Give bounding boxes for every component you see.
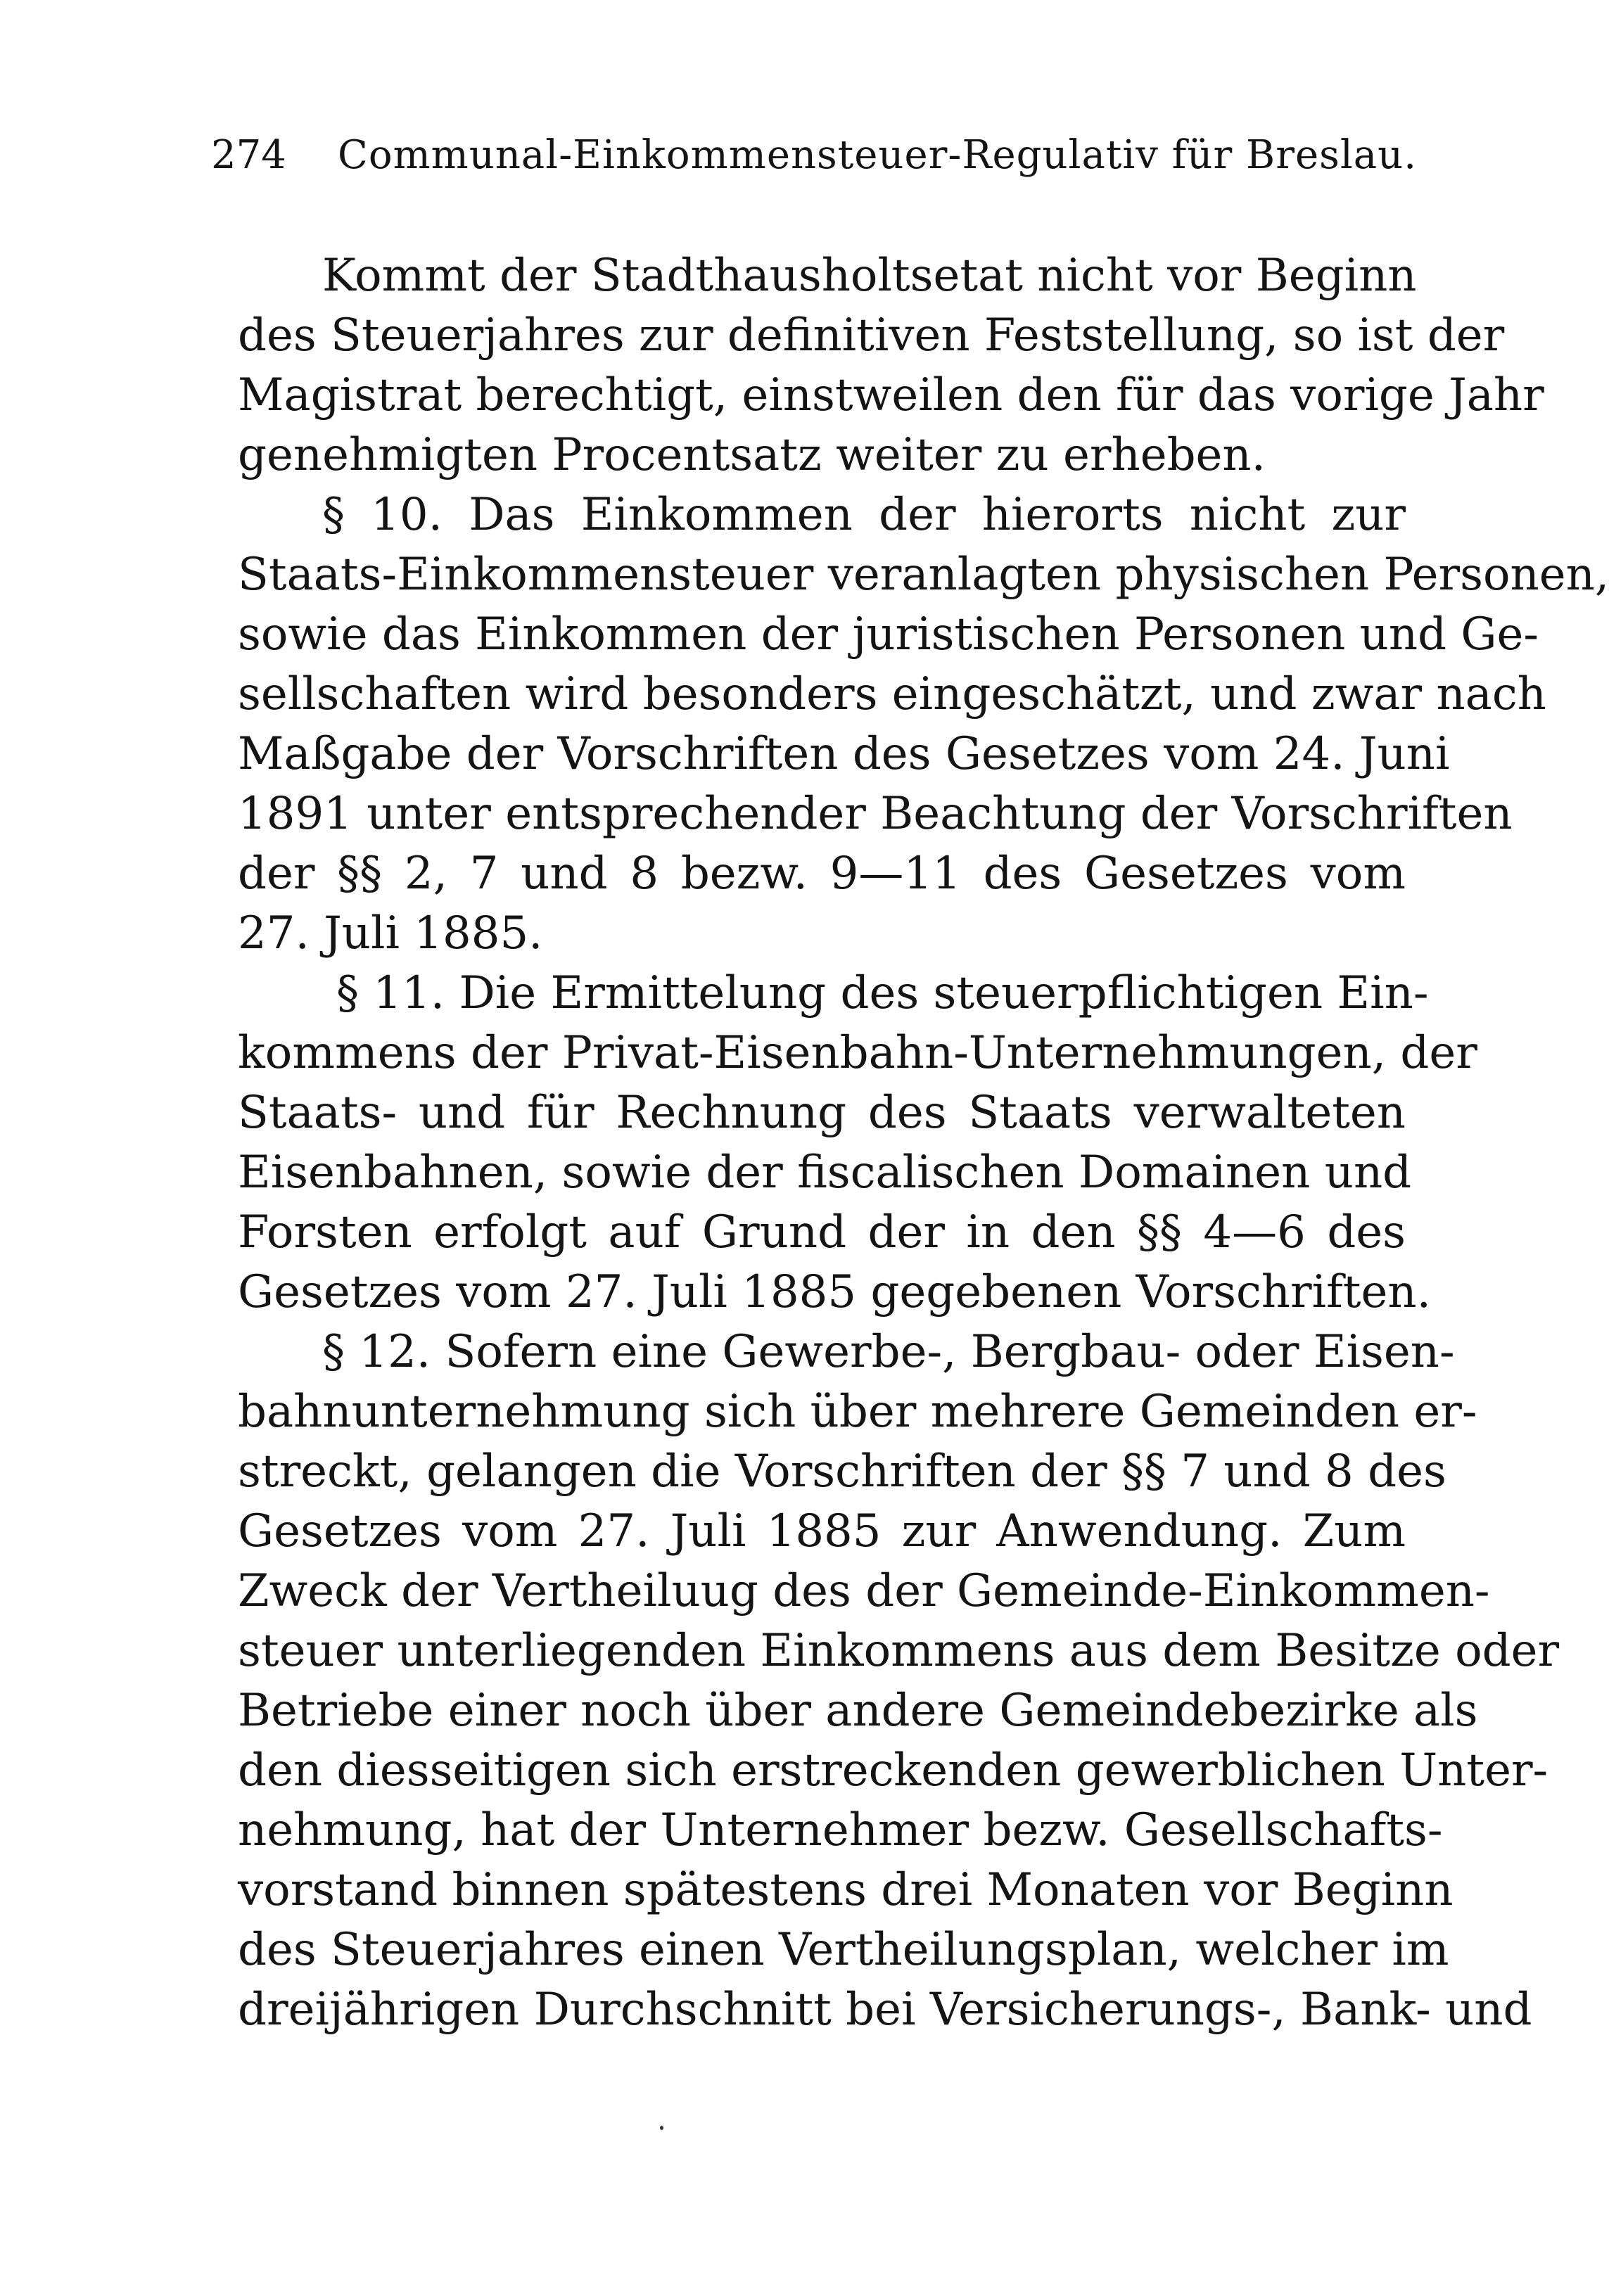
text-line: Staats-Einkommensteuer veranlagten physischen Personen, xyxy=(238,549,1609,601)
text-line: steuer unterliegenden Einkommens aus dem Besitze oder xyxy=(238,1625,1560,1677)
text-line: sowie das Einkommen der juristischen Personen und Ge- xyxy=(238,608,1539,661)
ink-speck xyxy=(660,2126,663,2130)
text-line: Gesetzes vom 27. Juli 1885 zur Anwendung. Zum xyxy=(238,1505,1406,1557)
text-line: Magistrat berechtigt, einstweilen den für das vorige Jahr xyxy=(238,369,1544,421)
text-line: 27. Juli 1885. xyxy=(238,907,543,959)
body-text xyxy=(238,246,1609,2040)
text-line: Maßgabe der Vorschriften des Gesetzes vom 24. Juni xyxy=(238,728,1450,780)
text-line: Eisenbahnen, sowie der fiscalischen Domainen und xyxy=(238,1147,1412,1199)
text-line: nehmung, hat der Unternehmer bezw. Gesellschafts- xyxy=(238,1804,1443,1856)
text-line: Staats- und für Rechnung des Staats verwalteten xyxy=(238,1087,1406,1139)
paragraph-11-start: § 11. Die Ermittelung des steuerpflichtigen Ein- xyxy=(336,967,1429,1019)
text-line: Betriebe einer noch über andere Gemeindebezirke als xyxy=(238,1685,1478,1737)
text-line: genehmigten Procentsatz weiter zu erheben. xyxy=(238,429,1266,481)
paragraph-12-start: § 12. Sofern eine Gewerbe-, Bergbau- oder Eisen- xyxy=(322,1326,1455,1378)
page-number: 274 xyxy=(211,132,286,178)
paragraph-10-start: § 10. Das Einkommen der hierorts nicht zur xyxy=(322,489,1406,541)
text-line: streckt, gelangen die Vorschriften der §§ 7 und 8 des xyxy=(238,1446,1446,1498)
text-line: bahnunternehmung sich über mehrere Gemeinden er- xyxy=(238,1386,1477,1438)
text-line: Gesetzes vom 27. Juli 1885 gegebenen Vorschriften. xyxy=(238,1266,1431,1318)
text-line: 1891 unter entsprechender Beachtung der Vorschriften xyxy=(238,788,1513,840)
text-line: kommens der Privat-Eisenbahn-Unternehmungen, der xyxy=(238,1027,1477,1079)
text-line: des Steuerjahres einen Vertheilungsplan, welcher im xyxy=(238,1924,1449,1976)
text-line: dreijährigen Durchschnitt bei Versicherungs-, Bank- und xyxy=(238,1984,1532,2036)
text-line: vorstand binnen spätestens drei Monaten vor Beginn xyxy=(238,1864,1454,1916)
text-line: des Steuerjahres zur definitiven Feststellung, so ist der xyxy=(238,310,1505,362)
text-line: den diesseitigen sich erstreckenden gewerblichen Unter- xyxy=(238,1745,1548,1797)
text-line: Zweck der Vertheiluug des der Gemeinde-Einkommen- xyxy=(238,1565,1490,1617)
text-line: der §§ 2, 7 und 8 bezw. 9—11 des Gesetzes vom xyxy=(238,848,1406,900)
text-line: Forsten erfolgt auf Grund der in den §§ 4—6 des xyxy=(238,1206,1406,1258)
text-line: sellschaften wird besonders eingeschätzt, und zwar nach xyxy=(238,668,1546,720)
page-header xyxy=(211,130,1418,181)
running-head: Communal-Einkommensteuer-Regulativ für Breslau. xyxy=(338,132,1418,178)
text-line: Kommt der Stadthausholtsetat nicht vor Beginn xyxy=(322,250,1417,302)
